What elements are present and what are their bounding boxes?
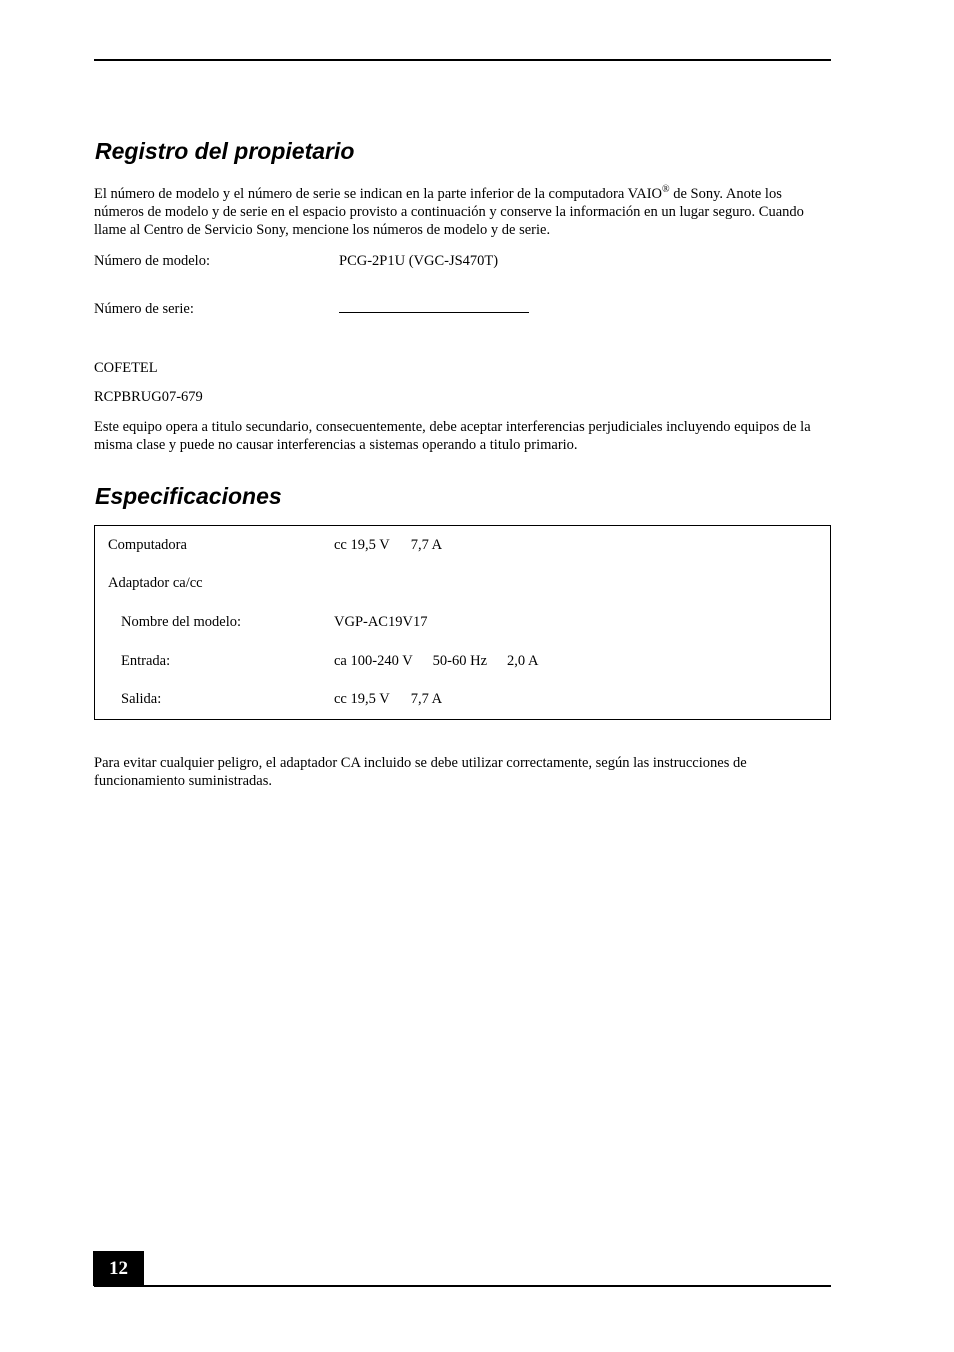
- model-number-label: Número de modelo:: [94, 253, 210, 269]
- spec-value: ca 100-240 V 50-60 Hz 2,0 A: [334, 653, 539, 669]
- spec-value: cc 19,5 V 7,7 A: [334, 691, 443, 707]
- specifications-table: [94, 525, 831, 720]
- spec-label: Adaptador ca/cc: [108, 575, 203, 591]
- cofetel-label: COFETEL: [94, 360, 158, 376]
- spec-label: Entrada:: [121, 653, 171, 669]
- spec-label: Salida:: [121, 691, 162, 707]
- specifications-heading: Especificaciones: [95, 483, 282, 509]
- model-number-value: PCG-2P1U (VGC-JS470T): [339, 253, 499, 269]
- owner-intro-paragraph: [94, 185, 834, 239]
- footer-rule: [94, 1285, 831, 1287]
- safety-note: Para evitar cualquier peligro, el adaptador CA incluido se debe utilizar correctamente, según las instrucciones de funcionamiento suministradas.: [94, 755, 747, 789]
- spec-value: VGP-AC19V17: [334, 614, 428, 630]
- certification-code: RCPBRUG07-679: [94, 389, 203, 405]
- spec-label: Nombre del modelo:: [121, 614, 242, 630]
- page-number: 12: [93, 1251, 144, 1286]
- spec-row-adapter: [95, 574, 830, 592]
- intro-text-1: El número de modelo y el número de serie se indican en la parte inferior de la computadora VAIO: [94, 186, 662, 202]
- spec-label: Computadora: [108, 537, 187, 553]
- intro-text-2: de Sony. Anote los números de modelo y de serie en el espacio provisto a continuación y conserve la información en un lugar seguro. Cuando llame al Centro de Servicio Sony, mencione los números de modelo y de serie.: [94, 186, 804, 238]
- interference-note: Este equipo opera a titulo secundario, consecuentemente, debe aceptar interferencias perjudiciales incluyendo equipos de la misma clase y puede no causar interferencias a sistemas operando a titulo primario.: [94, 419, 811, 453]
- model-number-field: [94, 252, 499, 270]
- spec-value: cc 19,5 V 7,7 A: [334, 537, 443, 553]
- serial-number-label: Número de serie:: [94, 301, 194, 317]
- serial-number-field: [94, 300, 194, 318]
- spec-row-input: [95, 652, 830, 670]
- registered-mark: ®: [662, 184, 670, 196]
- spec-row-computer: [95, 536, 830, 554]
- serial-number-blank: [339, 300, 529, 318]
- spec-row-model-name: [95, 613, 830, 631]
- top-rule: [94, 59, 831, 61]
- spec-row-output: [95, 690, 830, 708]
- owner-registration-heading: Registro del propietario: [95, 138, 355, 164]
